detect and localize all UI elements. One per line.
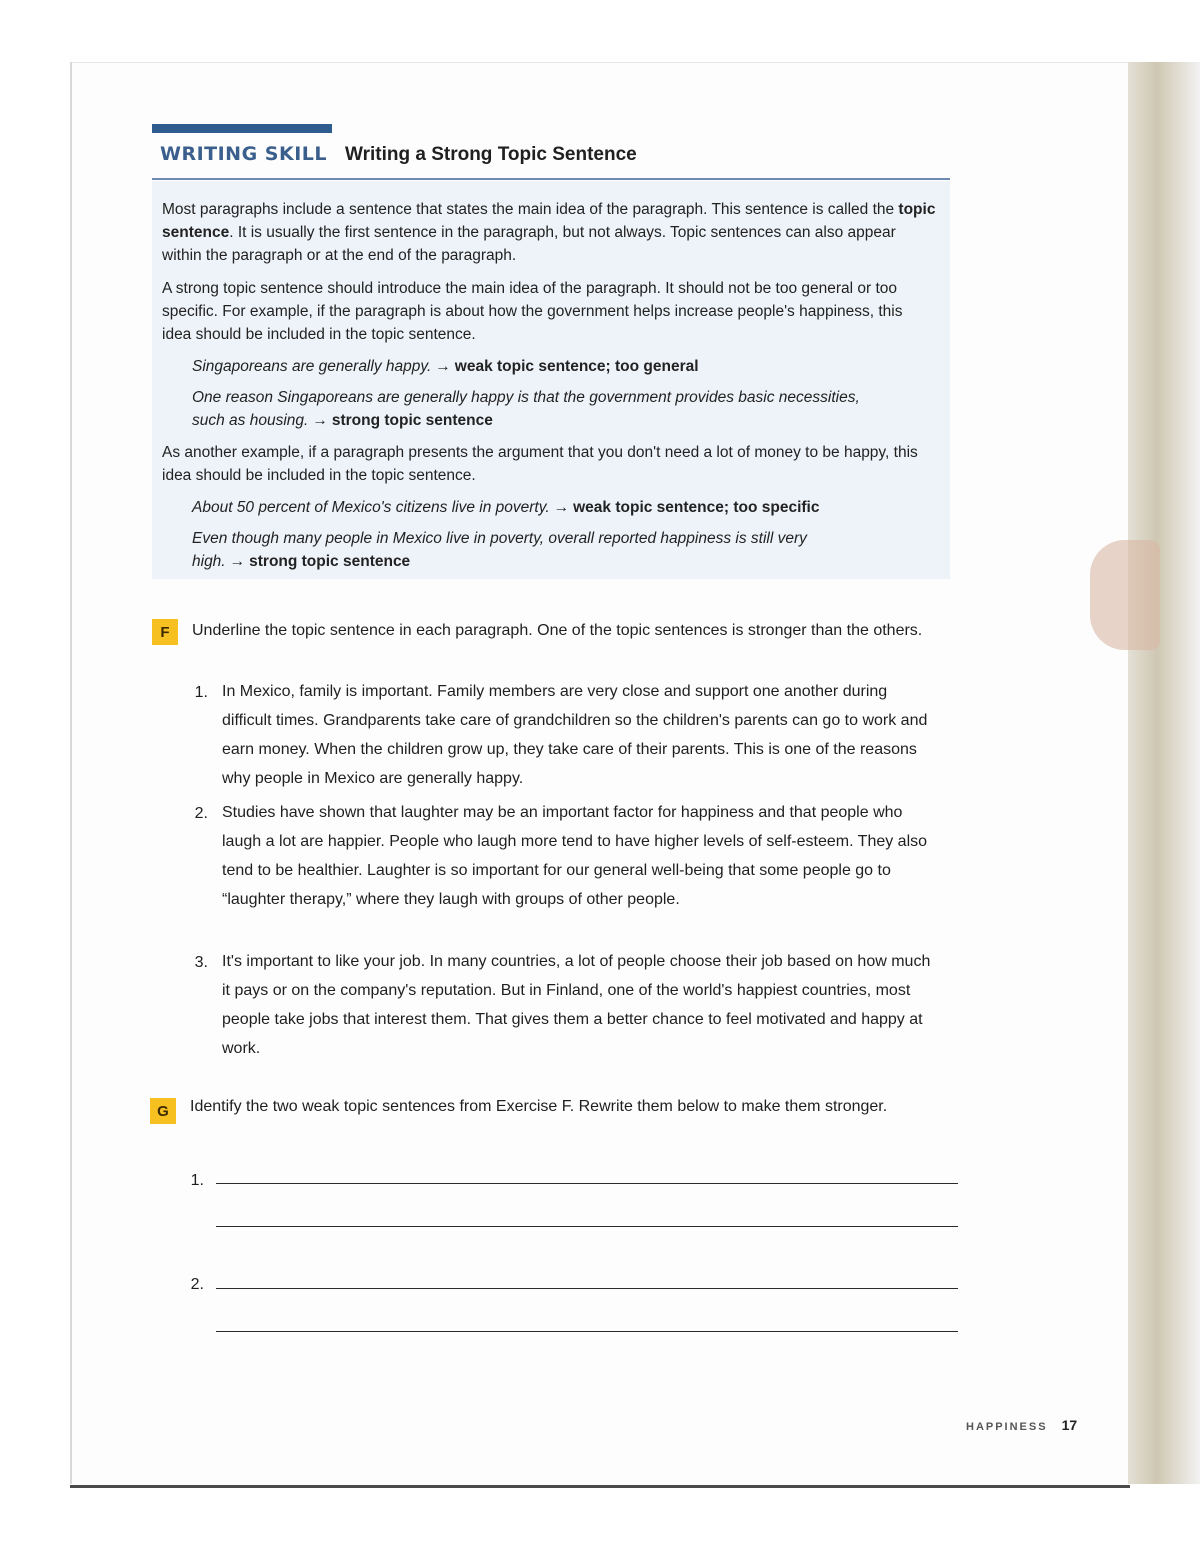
chapter-label: HAPPINESS <box>966 1421 1048 1433</box>
answer-2-number: 2. <box>190 1276 204 1293</box>
exercise-g-instruction: Identify the two weak topic sentences from Exercise F. Rewrite them below to make them stronger. <box>190 1098 888 1115</box>
skill-header <box>160 143 950 166</box>
exercise-f-badge: F <box>152 619 178 645</box>
skill-paragraph-1: Most paragraphs include a sentence that states the main idea of the paragraph. This sentence is called the topic sentence. It is usually the first sentence in the paragraph, but not always. Topic sentences can also appear within the paragraph or at the end of the paragraph. <box>162 201 936 264</box>
exercise-g-badge: G <box>150 1098 176 1124</box>
page-number: 17 <box>1061 1417 1078 1433</box>
example-strong-1: One reason Singaporeans are generally happy is that the government provides basic necessities, such as housing. → strong topic sentence <box>192 389 860 429</box>
item-3-paragraph[interactable]: It's important to like your job. In many countries, a lot of people choose their job based on how much it pays or on the company's reputation. But in Finland, one of the world's happiest countries, most people take jobs that interest them. That gives them a better chance to feel motivated and happy at work. <box>222 953 931 1057</box>
arrow-icon: → <box>435 358 451 375</box>
skill-tab-bar <box>152 124 332 133</box>
example-weak-general: Singaporeans are generally happy. → weak topic sentence; too general <box>192 358 699 375</box>
skill-title: Writing a Strong Topic Sentence <box>345 144 637 165</box>
item-1-number: 1. <box>194 684 208 701</box>
arrow-icon: → <box>312 412 328 429</box>
example-weak-specific: About 50 percent of Mexico's citizens live in poverty. → weak topic sentence; too specific <box>192 499 820 516</box>
answer-1-line-2[interactable] <box>216 1226 958 1227</box>
answer-2-line-2[interactable] <box>216 1331 958 1332</box>
page-footer <box>966 1417 1077 1433</box>
skill-label: WRITING SKILL <box>160 143 327 165</box>
arrow-icon: → <box>229 553 246 570</box>
skill-paragraph-2: A strong topic sentence should introduce the main idea of the paragraph. It should not be too general or too specific. For example, if the paragraph is about how the government helps increase people's happiness, this idea should be included in the topic sentence. <box>162 280 903 343</box>
example-strong-2: Even though many people in Mexico live in poverty, overall reported happiness is still very high. → strong topic sentence <box>192 530 807 570</box>
skill-rule <box>152 178 950 180</box>
item-2-paragraph[interactable]: Studies have shown that laughter may be an important factor for happiness and that people who laugh a lot are happier. People who laugh more tend to have higher levels of self-esteem. They also tend to be healthier. Laughter is so important for our general well-being that some people go to “laughter therapy,” where they laugh with groups of other people. <box>222 804 928 908</box>
answer-2-line-1[interactable] <box>216 1288 958 1289</box>
arrow-icon: → <box>553 499 570 516</box>
page-right-edge <box>1128 62 1200 1484</box>
exercise-f-instruction: Underline the topic sentence in each paragraph. One of the topic sentences is stronger than the others. <box>192 622 923 639</box>
item-1-paragraph[interactable]: In Mexico, family is important. Family members are very close and support one another during difficult times. Grandparents take care of grandchildren so the children's parents can go to work and earn money. When the children grow up, they take care of their parents. This is one of the reasons why people in Mexico are generally happy. <box>222 683 928 787</box>
page-left-edge <box>70 62 72 1484</box>
skill-paragraph-3: As another example, if a paragraph presents the argument that you don't need a lot of money to be happy, this idea should be included in the topic sentence. <box>162 444 918 484</box>
answer-1-line-1[interactable] <box>216 1183 958 1184</box>
item-2-number: 2. <box>194 805 208 822</box>
item-3-number: 3. <box>194 954 208 971</box>
answer-1-number: 1. <box>190 1172 204 1189</box>
thumb-shadow <box>1090 540 1160 650</box>
